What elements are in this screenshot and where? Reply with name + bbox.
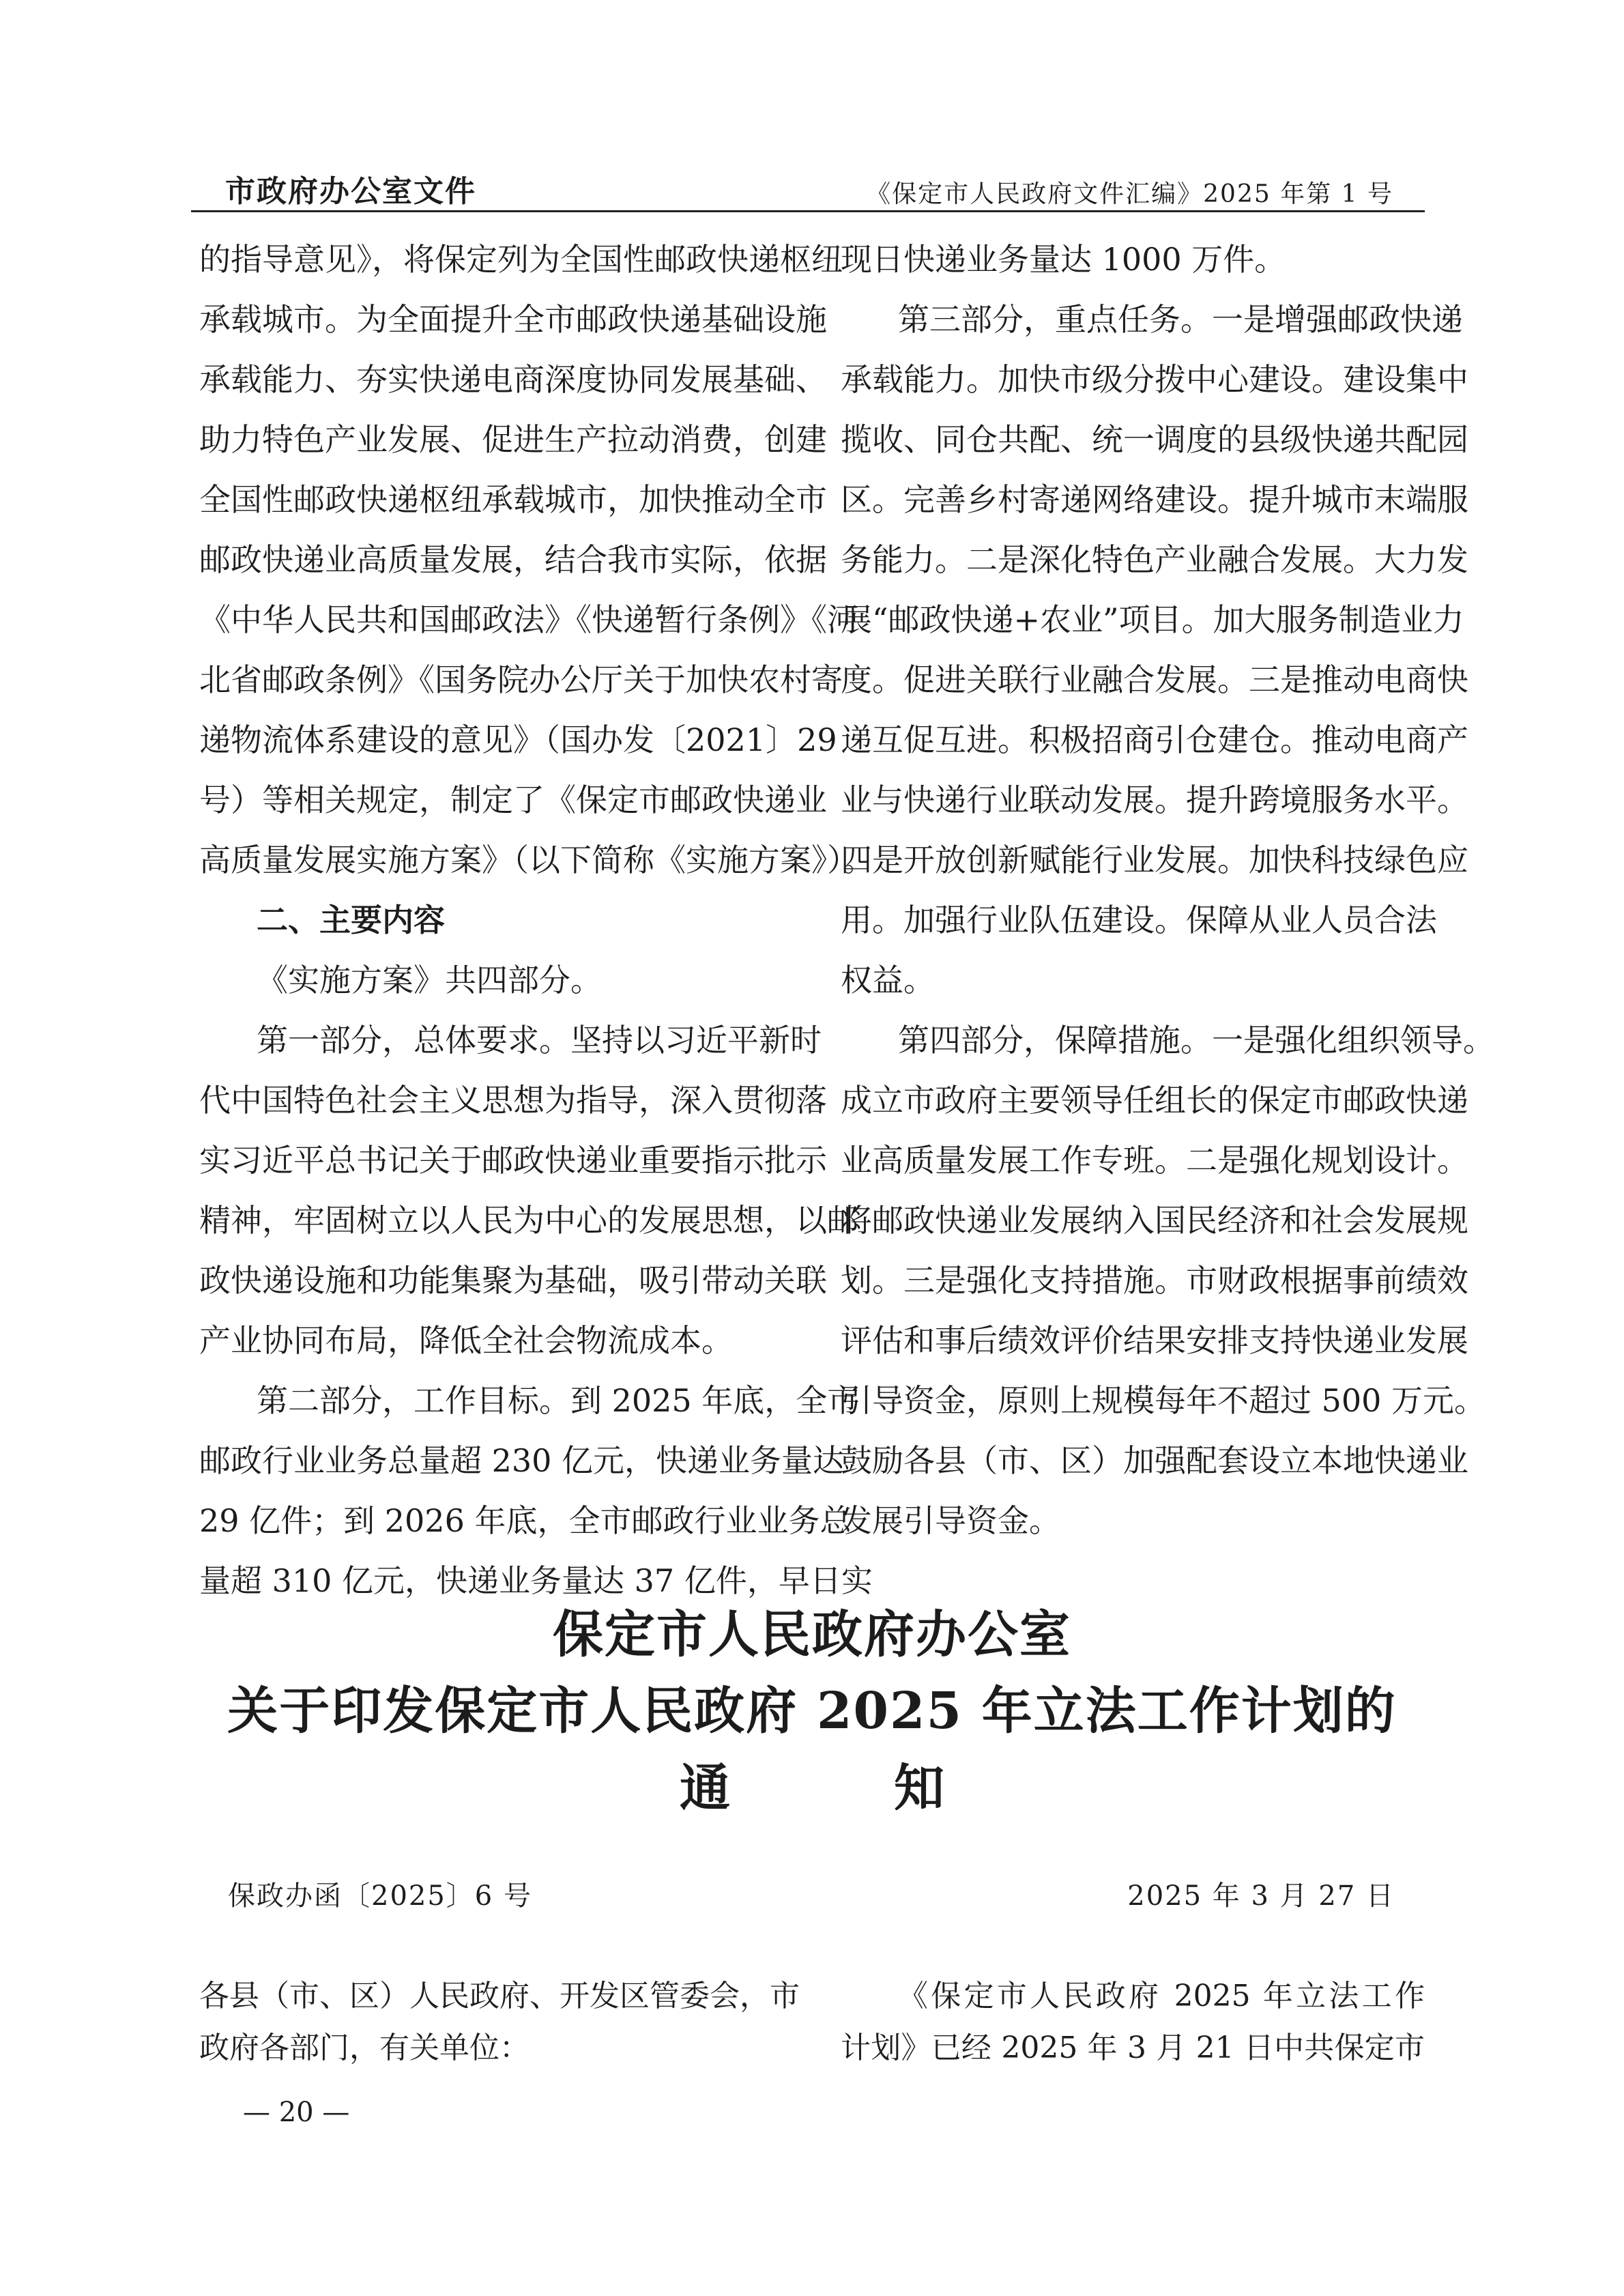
right-text-column [841, 229, 1494, 1551]
text-line: 划。三是强化支持措施。市财政根据事前绩效 [841, 1262, 1468, 1299]
text-line: 精神，牢固树立以人民为中心的发展思想，以邮 [199, 1202, 858, 1239]
text-line: 第三部分，重点任务。一是增强邮政快递 [898, 301, 1463, 338]
text-line: 成立市政府主要领导任组长的保定市邮政快递 [841, 1082, 1468, 1119]
text-line: 评估和事后绩效评价结果安排支持快递业发展 [841, 1322, 1468, 1359]
text-line: 第四部分，保障措施。一是强化组织领导。 [898, 1022, 1494, 1059]
text-line: 第二部分，工作目标。到 2025 年底，全市 [257, 1382, 859, 1419]
text-line: 《保定市人民政府 2025 年立法工作 [898, 1979, 1425, 2013]
text-line: 各县（市、区）人民政府、开发区管委会，市 [199, 1979, 800, 2013]
text-line: 量超 310 亿元，快递业务量达 37 亿件，早日实 [199, 1562, 873, 1599]
text-line: 邮政行业业务总量超 230 亿元，快递业务量达 [199, 1442, 845, 1479]
notice-title-char-1: 通 [680, 1759, 730, 1818]
notice-body [841, 1970, 1425, 2074]
text-line: 全国性邮政快递枢纽承载城市，加快推动全市 [199, 481, 827, 518]
text-line: 代中国特色社会主义思想为指导，深入贯彻落 [199, 1082, 827, 1119]
text-line: 第一部分，总体要求。坚持以习近平新时 [257, 1022, 822, 1059]
text-line: 承载能力。加快市级分拨中心建设。建设集中 [841, 361, 1468, 398]
text-line: 揽收、同仓共配、统一调度的县级快递共配园 [841, 421, 1468, 458]
text-line: 权益。 [841, 962, 935, 999]
document-number: 保政办函〔2025〕6 号 [228, 1880, 532, 1912]
running-header-left: 市政府办公室文件 [225, 174, 476, 209]
text-line: 度。促进关联行业融合发展。三是推动电商快 [841, 661, 1468, 698]
text-line: 政府各部门，有关单位： [199, 2030, 530, 2065]
text-line: 邮政快递业高质量发展，结合我市实际，依据 [199, 541, 827, 578]
text-line: 发展引导资金。 [841, 1502, 1060, 1539]
text-line: 的指导意见》，将保定列为全国性邮政快递枢纽 [199, 241, 843, 278]
text-line: 号）等相关规定，制定了《保定市邮政快递业 [199, 781, 827, 818]
header-rule [191, 210, 1425, 212]
text-line: 业高质量发展工作专班。二是强化规划设计。 [841, 1142, 1468, 1179]
left-text-column [199, 229, 874, 1611]
page-number: — 20 — [243, 2097, 350, 2128]
text-line: 递物流体系建设的意见》（国办发〔2021〕29 [199, 721, 837, 758]
notice-title-line-1: 保定市人民政府办公室 [553, 1605, 1071, 1664]
text-line: 现日快递业务量达 1000 万件。 [841, 241, 1286, 278]
text-line: 《实施方案》共四部分。 [257, 962, 602, 999]
text-line: 29 亿件；到 2026 年底，全市邮政行业业务总 [199, 1502, 852, 1539]
text-line: 鼓励各县（市、区）加强配套设立本地快递业 [841, 1442, 1468, 1479]
notice-title-line-2: 关于印发保定市人民政府 2025 年立法工作计划的 [227, 1682, 1397, 1740]
text-line: 北省邮政条例》《国务院办公厅关于加快农村寄 [199, 661, 843, 698]
text-line: 用。加强行业队伍建设。保障从业人员合法 [841, 902, 1437, 938]
text-line: 务能力。二是深化特色产业融合发展。大力发 [841, 541, 1468, 578]
text-line: 产业协同布局，降低全社会物流成本。 [199, 1322, 733, 1359]
text-line: 承载城市。为全面提升全市邮政快递基础设施 [199, 301, 827, 338]
text-line: 四是开放创新赋能行业发展。加快科技绿色应 [841, 842, 1468, 878]
document-date: 2025 年 3 月 27 日 [1127, 1880, 1395, 1912]
text-line: 计划》已经 2025 年 3 月 21 日中共保定市 [841, 2030, 1425, 2065]
text-line: 递互促互进。积极招商引仓建仓。推动电商产 [841, 721, 1468, 758]
notice-addressee [199, 1970, 800, 2074]
section-heading: 二、主要内容 [257, 902, 445, 938]
text-line: 高质量发展实施方案》（以下简称《实施方案》）。 [199, 842, 874, 878]
text-line: 引导资金，原则上规模每年不超过 500 万元。 [841, 1382, 1486, 1419]
text-line: 《中华人民共和国邮政法》《快递暂行条例》《河 [199, 601, 858, 638]
text-line: 展“邮政快递+农业”项目。加大服务制造业力 [841, 601, 1464, 638]
running-header-right: 《保定市人民政府文件汇编》2025 年第 1 号 [866, 180, 1393, 208]
notice-title-char-2: 知 [894, 1759, 944, 1818]
text-line: 区。完善乡村寄递网络建设。提升城市末端服 [841, 481, 1468, 518]
text-line: 政快递设施和功能集聚为基础，吸引带动关联 [199, 1262, 827, 1299]
text-line: 承载能力、夯实快递电商深度协同发展基础、 [199, 361, 827, 398]
text-line: 业与快递行业联动发展。提升跨境服务水平。 [841, 781, 1468, 818]
text-line: 将邮政快递业发展纳入国民经济和社会发展规 [841, 1202, 1468, 1239]
text-line: 助力特色产业发展、促进生产拉动消费，创建 [199, 421, 827, 458]
notice-title-line-3 [0, 1748, 1624, 1820]
text-line: 实习近平总书记关于邮政快递业重要指示批示 [199, 1142, 827, 1179]
